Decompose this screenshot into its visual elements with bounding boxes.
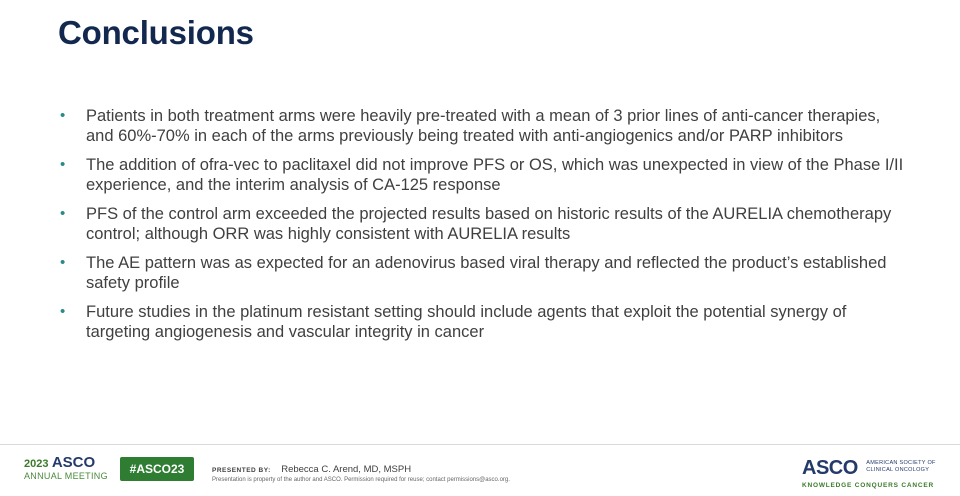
bullet-text: PFS of the control arm exceeded the projected results based on historic results of the AURELIA chemotherapy control; although ORR was highly consistent with AURELIA results: [86, 205, 892, 243]
bullet-list: [60, 106, 910, 351]
society-line-2: CLINICAL ONCOLOGY: [866, 467, 930, 473]
asco-society-name: [866, 460, 935, 474]
hashtag-badge: #ASCO23: [120, 457, 194, 481]
society-line-1: AMERICAN SOCIETY OF: [866, 460, 936, 466]
presenter-line: [212, 459, 411, 477]
meeting-subtitle: ANNUAL MEETING: [24, 471, 108, 481]
bullet-item: [60, 302, 910, 342]
presenter-name: Rebecca C. Arend, MD, MSPH: [281, 464, 412, 475]
bullet-text: The addition of ofra-vec to paclitaxel did not improve PFS or OS, which was unexpected in view of the Phase I/II experience, and the interim analysis of CA-125 response: [86, 156, 904, 194]
annual-meeting-logo: [24, 454, 108, 482]
slide-title: Conclusions: [58, 14, 254, 51]
bullet-dot-icon: •: [60, 107, 66, 124]
asco-tagline: KNOWLEDGE CONQUERS CANCER: [802, 482, 934, 489]
asco-logo-word: ASCO: [802, 457, 858, 479]
asco-logo: [802, 457, 936, 489]
copyright-notice: Presentation is property of the author and ASCO. Permission required for reuse; contact permissions@asco.org.: [212, 477, 510, 483]
bullet-item: [60, 204, 910, 244]
bullet-item: [60, 253, 910, 293]
meeting-year: 2023: [24, 458, 49, 470]
bullet-text: Future studies in the platinum resistant setting should include agents that exploit the potential synergy of targeting angiogenesis and vascular integrity in cancer: [86, 303, 847, 341]
bullet-item: [60, 155, 910, 195]
bullet-dot-icon: •: [60, 156, 66, 173]
bullet-text: The AE pattern was as expected for an adenovirus based viral therapy and reflected the product’s established safety profile: [86, 254, 887, 292]
bullet-dot-icon: •: [60, 205, 66, 222]
bullet-dot-icon: •: [60, 303, 66, 320]
footer: [0, 445, 960, 496]
meeting-brand: ASCO: [51, 454, 96, 471]
bullet-item: [60, 106, 910, 146]
presented-by-label: PRESENTED BY:: [212, 467, 271, 474]
bullet-text: Patients in both treatment arms were heavily pre-treated with a mean of 3 prior lines of anti-cancer therapies, and 60%-70% in each of the arms previously being treated with anti-angiogenics and/or PARP inhibitors: [86, 107, 881, 145]
bullet-dot-icon: •: [60, 254, 66, 271]
